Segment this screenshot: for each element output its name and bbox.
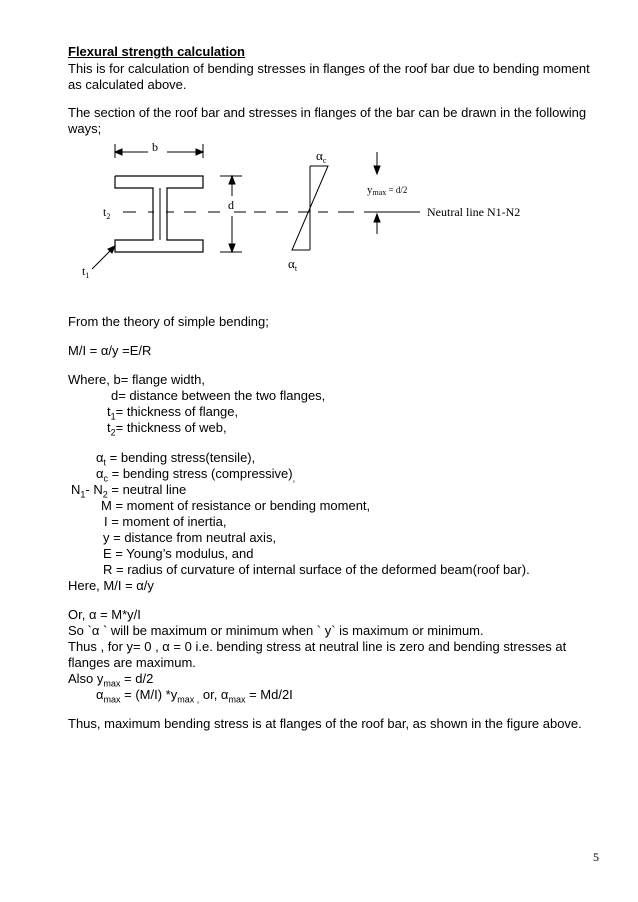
def-modulus: E = Young’s modulus, and [103,546,254,561]
also-line: Also $y_{max} = d/2$ [68,671,154,689]
intro-line-2: as calculated above. [68,77,187,92]
svg-text:ymax = d/2 [367,184,407,197]
def-alpha-c: $\alpha_c$ = bending stress $(compressive)_,$ [96,466,296,484]
or-line: Or, α = M*y/I [68,607,141,622]
alpha-max-line: $\alpha_{max} = (M/I)$ $*y_{max ,}$ or, $\alpha_{max} = Md/2I$ [96,687,293,705]
def-radius: R = radius of curvature of internal surface of the deformed beam(roof bar). [103,562,530,577]
label-t1: t [82,264,86,278]
section-heading: Flexural strength calculation [68,44,245,59]
label-alpha-c-sub: c [322,156,327,165]
label-b: b [152,140,158,154]
def-neutral-line: $N_1-$ $N_2$ = neutral line [71,482,187,500]
so-line: So `α ` will be maximum or minimum when ` y` is maximum or minimum. [68,623,484,638]
svg-text:αc [316,148,327,165]
label-ymax-val: = d/2 [386,185,408,195]
label-t1-sub: 1 [85,271,90,280]
thus-line-2: flanges are maximum. [68,655,196,670]
beam-diagram [70,138,570,288]
here-line: Here, M/I = α/y [68,578,154,593]
svg-text:t2 [103,205,110,221]
label-alpha-t: α [288,256,295,271]
conclusion-line: Thus, maximum bending stress is at flanges of the roof bar, as shown in the figure above. [68,716,582,731]
svg-text:t1 [82,264,89,280]
def-alpha-t: $\alpha_t$ = bending stress(tensile), [96,450,256,468]
where-t1: $t_1=$ thickness of flange, [107,404,239,422]
formula-line: M/I = α/y =E/R [68,343,152,358]
section-line-1: The section of the roof bar and stresses in flanges of the bar can be drawn in the following [68,105,587,120]
label-alpha-c: α [316,148,323,163]
intro-line-1: This is for calculation of bending stresses in flanges of the roof bar due to bending moment [68,61,590,76]
label-ymax: y [367,184,373,196]
section-line-2: ways; [68,121,102,136]
thus-line-1: Thus , for y= 0 , α = 0 i.e. bending stress at neutral line is zero and bending stresses at [68,639,567,654]
label-neutral-line: Neutral line N1-N2 [427,205,521,219]
def-distance: y = distance from neutral axis, [103,530,277,545]
svg-text:αt [288,256,298,273]
page-number: 5 [593,850,599,864]
where-d: d= distance between the two flanges, [111,388,326,403]
label-alpha-t-sub: t [294,264,298,273]
def-inertia: I = moment of inertia, [104,514,227,529]
def-moment: M = moment of resistance or bending moment, [101,498,371,513]
label-t2-sub: 2 [106,212,111,221]
label-d: d [228,198,234,212]
where-t2: $t_2=$ thickness of web, [107,420,227,438]
label-t2: t [103,205,107,219]
label-ymax-sub: max [372,188,387,197]
where-b: Where, b= flange width, [68,372,205,387]
theory-line: From the theory of simple bending; [68,314,269,329]
